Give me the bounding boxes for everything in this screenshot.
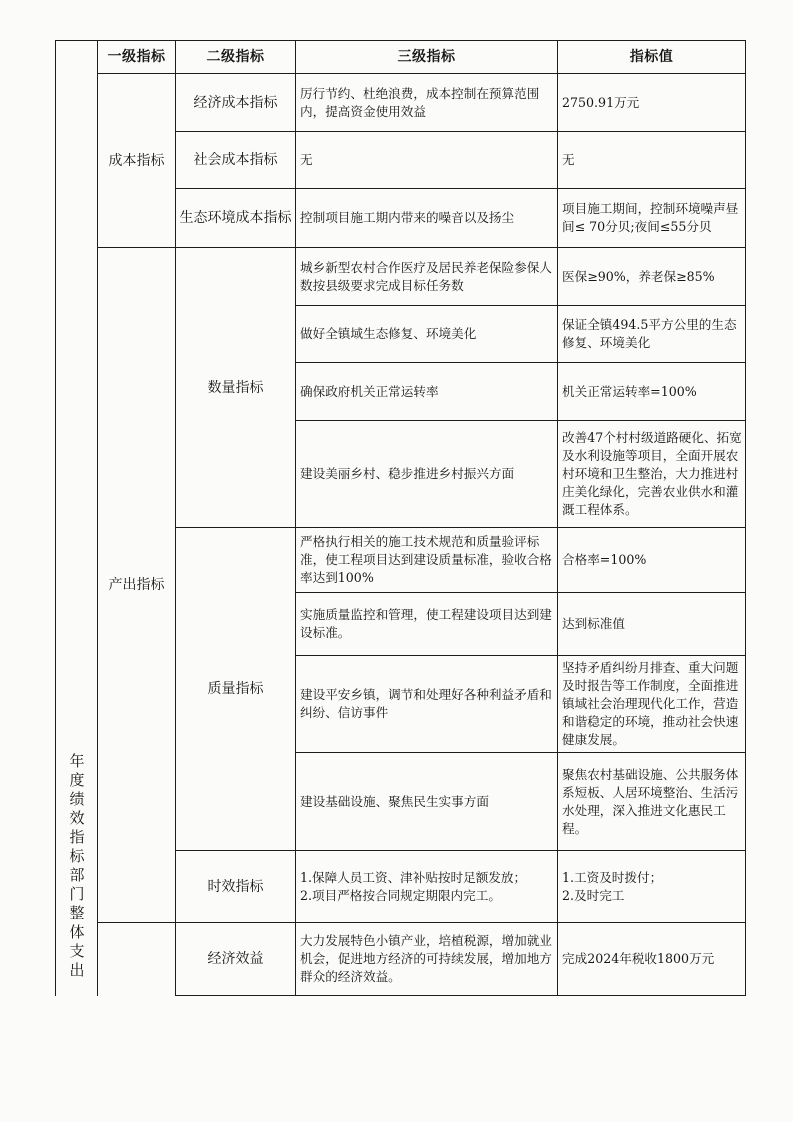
header-level2: 二级指标 <box>176 41 296 74</box>
header-row <box>56 41 746 74</box>
level2-ecological-cost: 生态环境成本指标 <box>176 189 296 248</box>
header-level3: 三级指标 <box>296 41 558 74</box>
value-cell <box>558 851 746 923</box>
level3-cell: 大力发展特色小镇产业，培植税源，增加就业机会，促进地方经济的可持续发展，增加地方群众的经济效益。 <box>296 923 558 996</box>
level2-social-cost: 社会成本指标 <box>176 132 296 189</box>
level2-timeliness: 时效指标 <box>176 851 296 923</box>
value-cell: 项目施工期间，控制环境噪声昼间≤ 70分贝;夜间≤55分贝 <box>558 189 746 248</box>
level3-cell: 做好全镇域生态修复、环境美化 <box>296 306 558 363</box>
value-cell: 坚持矛盾纠纷月排查、重大问题及时报告等工作制度，全面推进镇域社会治理现代化工作，营造和谐稳定的环境，推动社会快速健康发展。 <box>558 656 746 753</box>
level3-cell: 实施质量监控和管理，使工程建设项目达到建设标准。 <box>296 593 558 656</box>
table-row <box>56 248 746 306</box>
level2-quantity: 数量指标 <box>176 248 296 528</box>
table-row <box>56 923 746 996</box>
performance-indicator-table <box>55 40 746 996</box>
value-cell: 无 <box>558 132 746 189</box>
level3-cell: 建设美丽乡村、稳步推进乡村振兴方面 <box>296 421 558 528</box>
level1-empty-cell <box>98 923 176 996</box>
level3-cell: 厉行节约、杜绝浪费，成本控制在预算范围内，提高资金使用效益 <box>296 74 558 132</box>
header-level1: 一级指标 <box>98 41 176 74</box>
value-cell: 完成2024年税收1800万元 <box>558 923 746 996</box>
level3-cell: 确保政府机关正常运转率 <box>296 363 558 421</box>
value-cell: 聚焦农村基础设施、公共服务体系短板、人居环境整治、生活污水处理，深入推进文化惠民工程。 <box>558 753 746 851</box>
level3-cell: 城乡新型农村合作医疗及居民养老保险参保人数按县级要求完成目标任务数 <box>296 248 558 306</box>
value-cell: 合格率=100% <box>558 528 746 593</box>
level3-cell: 建设平安乡镇，调节和处理好各种利益矛盾和纠纷、信访事件 <box>296 656 558 753</box>
value-line: 1.工资及时拨付； <box>562 869 663 885</box>
table-row <box>56 74 746 132</box>
side-label-cell <box>56 41 98 996</box>
level2-economic-cost: 经济成本指标 <box>176 74 296 132</box>
level3-cell: 建设基础设施、聚焦民生实事方面 <box>296 753 558 851</box>
level2-quality: 质量指标 <box>176 528 296 851</box>
value-line: 2.及时完工 <box>562 887 625 903</box>
level1-cost: 成本指标 <box>98 74 176 248</box>
level3-cell: 严格执行相关的施工技术规范和质量验评标准，使工程项目达到建设质量标准，验收合格率达到100% <box>296 528 558 593</box>
level3-cell: 控制项目施工期内带来的噪音以及扬尘 <box>296 189 558 248</box>
level2-economic-benefit: 经济效益 <box>176 923 296 996</box>
indicator-table-page <box>55 40 746 996</box>
level3-line: 2.项目严格按合同规定期限内完工。 <box>300 887 501 903</box>
level3-cell: 无 <box>296 132 558 189</box>
value-cell: 2750.91万元 <box>558 74 746 132</box>
value-cell: 改善47个村村级道路硬化、拓宽及水利设施等项目，全面开展农村环境和卫生整治，大力推进村庄美化绿化，完善农业供水和灌溉工程体系。 <box>558 421 746 528</box>
value-cell: 保证全镇494.5平方公里的生态修复、环境美化 <box>558 306 746 363</box>
side-label: 年度绩效指标部门整体支出 <box>67 752 86 981</box>
header-value: 指标值 <box>558 41 746 74</box>
level1-output: 产出指标 <box>98 248 176 923</box>
value-cell: 医保≥90%，养老保≥85% <box>558 248 746 306</box>
value-cell: 机关正常运转率=100% <box>558 363 746 421</box>
value-cell: 达到标准值 <box>558 593 746 656</box>
level3-line: 1.保障人员工资、津补贴按时足额发放； <box>300 869 527 885</box>
level3-cell <box>296 851 558 923</box>
